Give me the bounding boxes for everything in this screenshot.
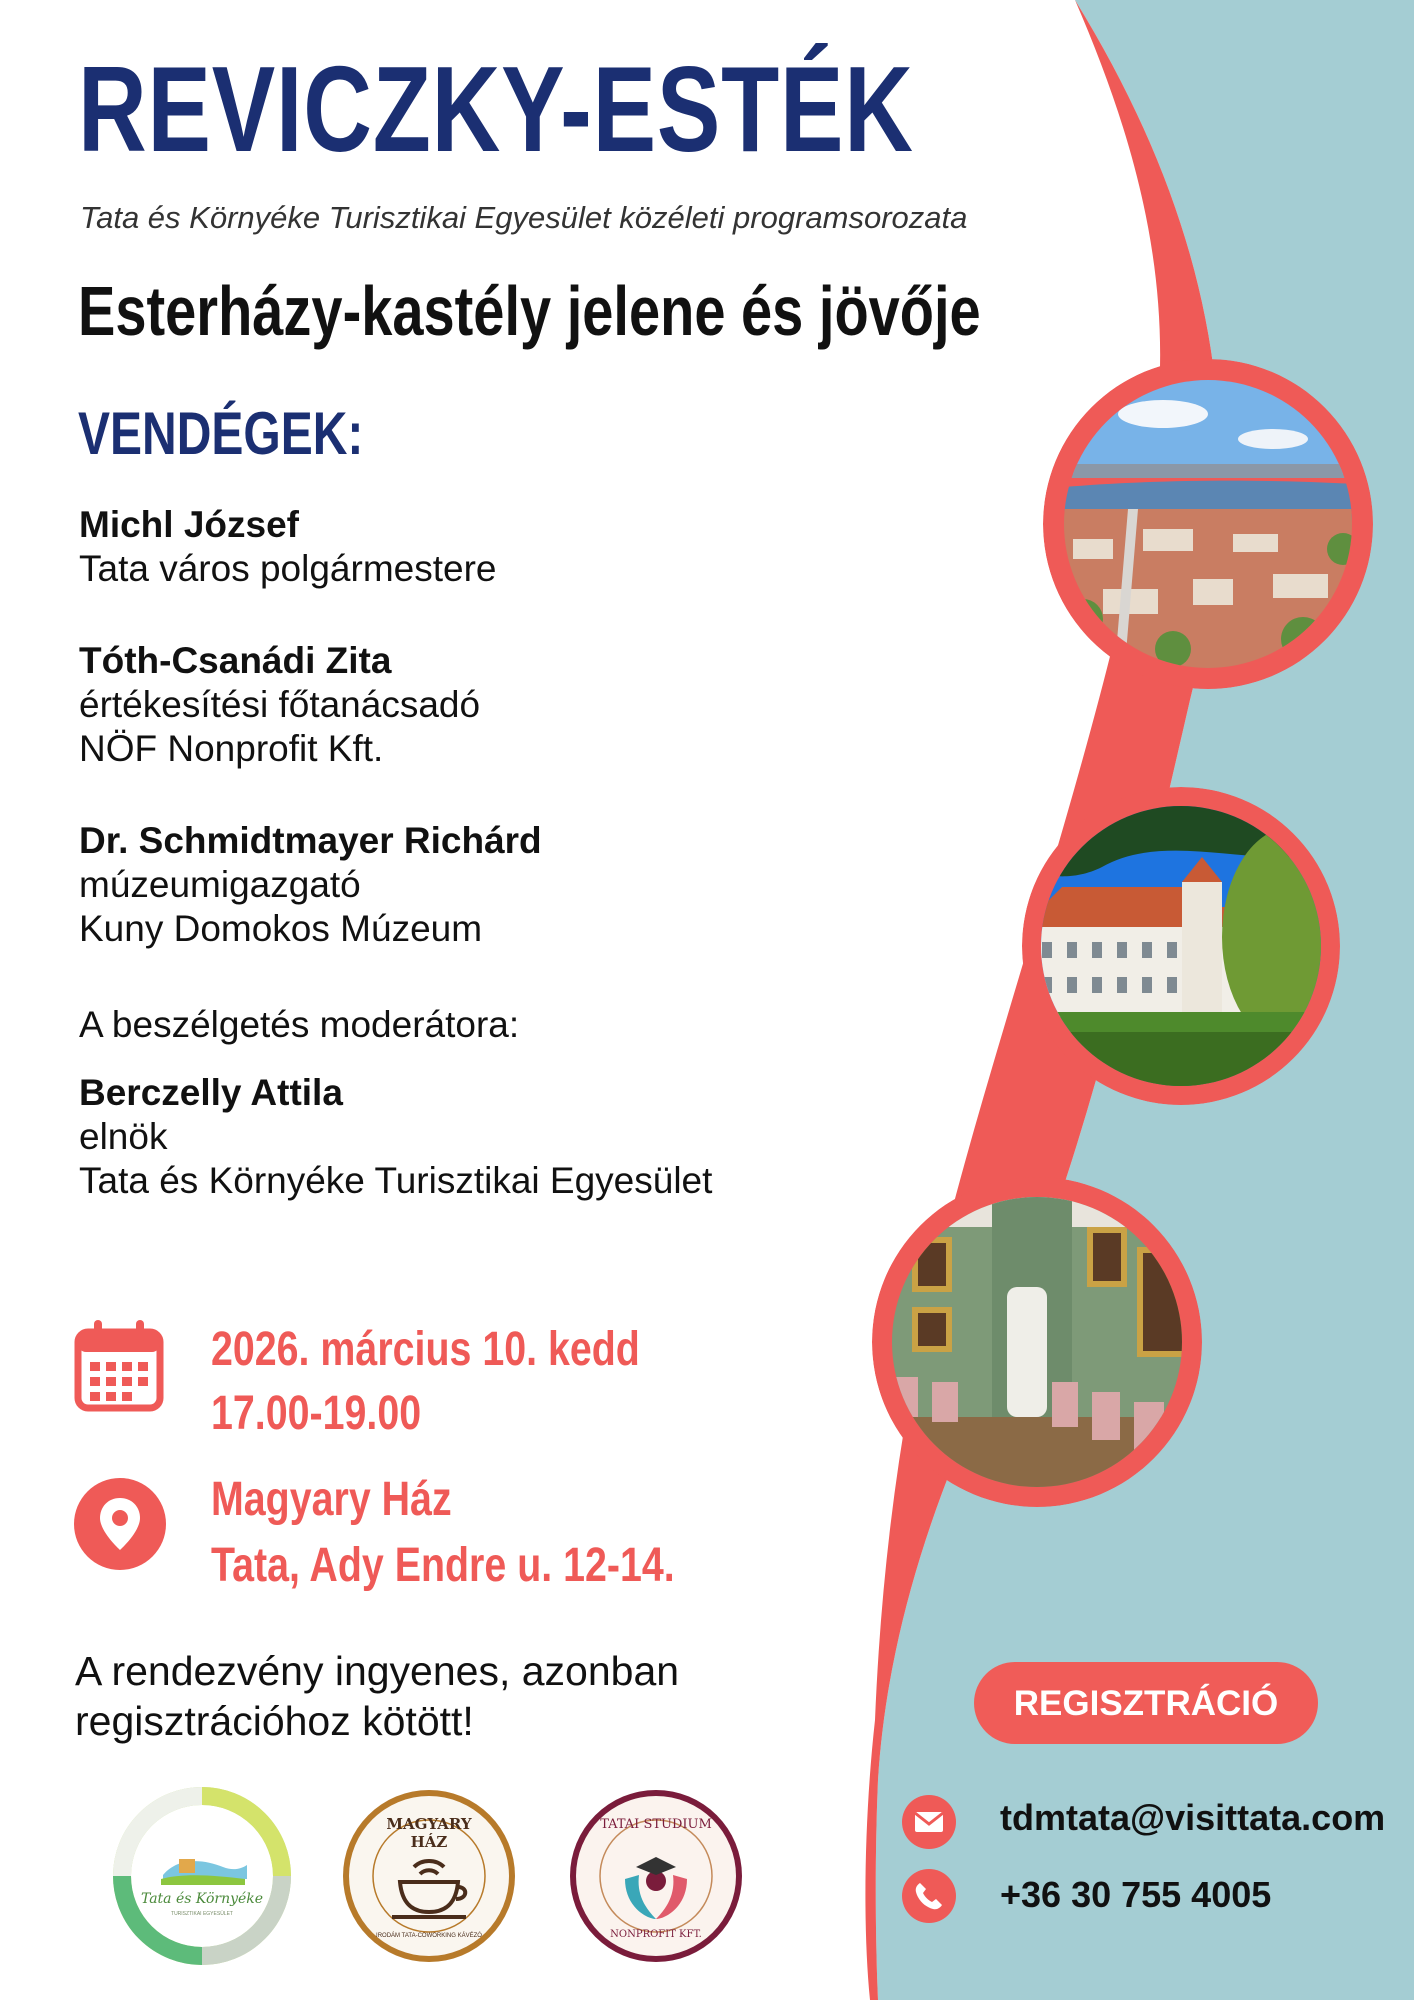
guest-role: múzeumigazgató [79, 864, 361, 905]
tata-logo-subtext: TURISZTIKAI EGYESÜLET [171, 1911, 233, 1917]
page-title: REVICZKY-ESTÉK [78, 41, 914, 177]
event-time: 17.00-19.00 [211, 1387, 422, 1440]
guests-heading: VENDÉGEK: [78, 400, 364, 467]
registration-notice [75, 1646, 679, 1746]
tata-kornyeke-logo [113, 1787, 291, 1965]
phone-icon [902, 1869, 956, 1923]
guest-name: Dr. Schmidtmayer Richárd [79, 820, 542, 861]
event-topic: Esterházy-kastély jelene és jövője [78, 272, 981, 350]
moderator-name: Berczelly Attila [79, 1072, 343, 1113]
moderator-role: elnök [79, 1116, 168, 1157]
guest-organization: NÖF Nonprofit Kft. [79, 728, 384, 769]
studium-logo-subtitle: NONPROFIT KFT. [610, 1929, 702, 1940]
studium-logo-title: TATAI STUDIUM [600, 1817, 712, 1832]
email-link[interactable]: tdmtata@visittata.com [1000, 1797, 1386, 1838]
event-date: 2026. március 10. kedd [211, 1323, 640, 1376]
moderator-organization: Tata és Környéke Turisztikai Egyesület [79, 1160, 713, 1201]
guest-name: Tóth-Csanádi Zita [79, 640, 392, 681]
registration-button[interactable]: REGISZTRÁCIÓ [974, 1662, 1318, 1744]
moderator [79, 1071, 712, 1203]
notice-line-1: A rendezvény ingyenes, azonban [75, 1648, 680, 1694]
guest-3 [79, 819, 542, 951]
guest-organization: Kuny Domokos Múzeum [79, 908, 483, 949]
venue-address: Tata, Ady Endre u. 12-14. [211, 1539, 675, 1592]
series-subtitle: Tata és Környéke Turisztikai Egyesület közéleti programsorozata [80, 200, 968, 235]
location-pin-icon [74, 1478, 166, 1570]
castle-exterior-photo [1022, 787, 1340, 1105]
tatai-studium-logo [567, 1787, 745, 1965]
guest-2 [79, 639, 480, 771]
magyary-logo-subtitle: IRODÁM TATA-COWORKING KÁVÉZÓ [376, 1933, 482, 1939]
guest-name: Michl József [79, 504, 299, 545]
magyary-logo-title: MAGYARY HÁZ [386, 1815, 472, 1851]
notice-line-2: regisztrációhoz kötött! [75, 1698, 474, 1744]
moderator-label: A beszélgetés moderátora: [79, 1004, 520, 1045]
phone-link[interactable]: +36 30 755 4005 [1000, 1874, 1272, 1915]
tata-logo-text: Tata és Környéke [140, 1891, 264, 1907]
venue-name: Magyary Ház [211, 1473, 452, 1526]
calendar-icon [74, 1318, 164, 1413]
castle-interior-photo [872, 1177, 1202, 1507]
guest-role: Tata város polgármestere [79, 548, 497, 589]
guest-role: értékesítési főtanácsadó [79, 684, 481, 725]
guest-1 [79, 503, 496, 591]
magyary-haz-logo [340, 1787, 518, 1965]
city-aerial-photo [1043, 359, 1373, 689]
email-icon [902, 1795, 956, 1849]
